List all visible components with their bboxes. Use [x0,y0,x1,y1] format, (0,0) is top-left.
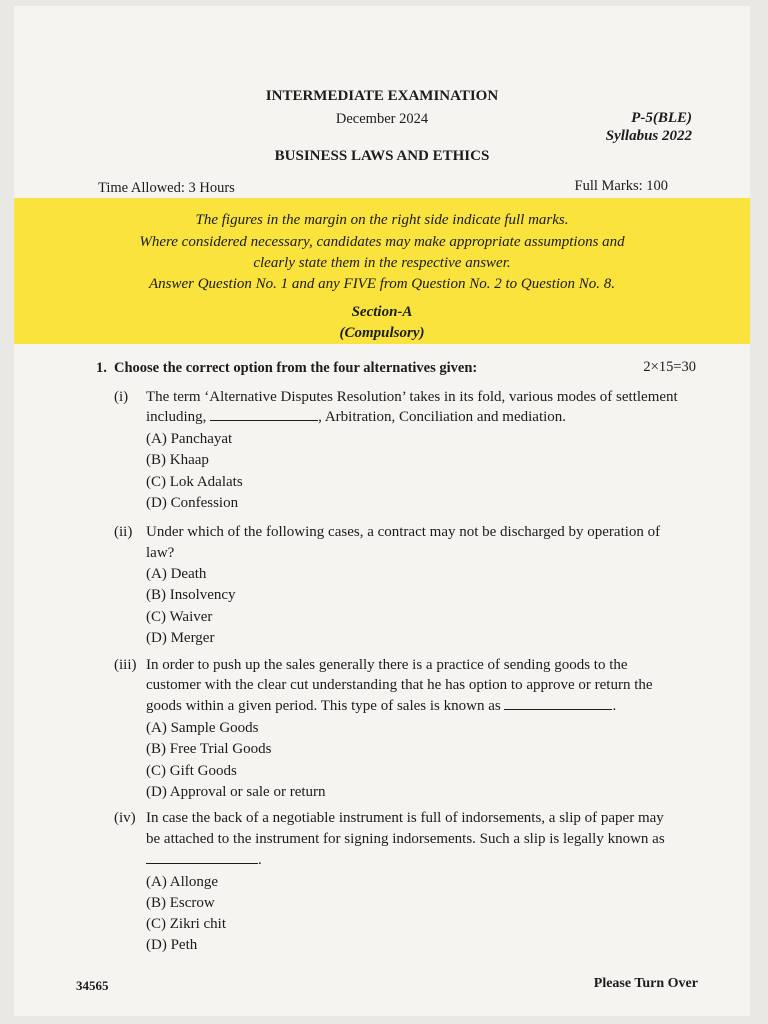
item-text: Under which of the following cases, a contract may not be discharged by operation of [146,524,661,540]
option: (B) Free Trial Goods [146,741,272,757]
option: (A) Sample Goods [146,720,259,736]
item-number: (i) [114,389,129,405]
item-text: law? [146,545,175,561]
item-text: The term ‘Alternative Disputes Resolution’ takes in its fold, various modes of settlement [146,389,678,405]
instruction-highlight [14,198,750,344]
exam-session: December 2024 [335,111,429,127]
option: (B) Insolvency [146,587,236,603]
instruction-line: Answer Question No. 1 and any FIVE from Question No. 2 to Question No. 8. [148,276,616,292]
page-code: 34565 [76,978,109,993]
answer-blank [210,409,318,421]
subject-title: BUSINESS LAWS AND ETHICS [274,148,490,164]
option: (A) Panchayat [146,431,233,447]
option: (C) Gift Goods [146,763,237,779]
item-text: including, , Arbitration, Conciliation and mediation. [146,409,567,425]
instruction-line: clearly state them in the respective answer. [253,255,511,271]
option: (D) Peth [146,937,198,953]
option: (A) Allonge [146,874,219,890]
paper-code: P-5(BLE) [631,110,692,126]
question-text: Choose the correct option from the four alternatives given: [114,360,478,376]
option: (D) Confession [146,495,239,511]
option: (C) Lok Adalats [146,474,243,490]
item-text: be attached to the instrument for signing indorsements. Such a slip is legally known as [146,831,665,847]
item-text: In case the back of a negotiable instrument is full of indorsements, a slip of paper may [146,810,664,826]
item-text: In order to push up the sales generally there is a practice of sending goods to the [146,657,628,673]
option: (D) Merger [146,630,215,646]
question-number: 1. [96,360,107,376]
section-title: Section-A [351,304,413,320]
option: (B) Khaap [146,452,209,468]
item-number: (iii) [114,657,137,673]
instruction-line: The figures in the margin on the right side indicate full marks. [195,212,569,228]
option: (C) Waiver [146,609,213,625]
turn-over-note: Please Turn Over [593,976,698,991]
option: (D) Approval or sale or return [146,784,326,800]
time-allowed: Time Allowed: 3 Hours [98,180,235,196]
full-marks: Full Marks: 100 [574,178,668,194]
item-text: . [146,852,262,869]
option: (B) Escrow [146,895,215,911]
item-text: customer with the clear cut understanding that he has option to approve or return the [146,677,653,693]
exam-title: INTERMEDIATE EXAMINATION [265,88,499,104]
item-number: (ii) [114,524,133,540]
answer-blank [504,698,612,710]
instruction-line: Where considered necessary, candidates may make appropriate assumptions and [139,234,625,250]
section-subtitle: (Compulsory) [339,325,425,341]
answer-blank [146,852,258,864]
question-marks: 2×15=30 [643,359,696,375]
item-text: goods within a given period. This type of sales is known as . [146,698,617,714]
item-number: (iv) [114,810,136,826]
option: (C) Zikri chit [146,916,226,932]
exam-page [14,6,750,1016]
option: (A) Death [146,566,207,582]
syllabus-label: Syllabus 2022 [605,128,692,144]
